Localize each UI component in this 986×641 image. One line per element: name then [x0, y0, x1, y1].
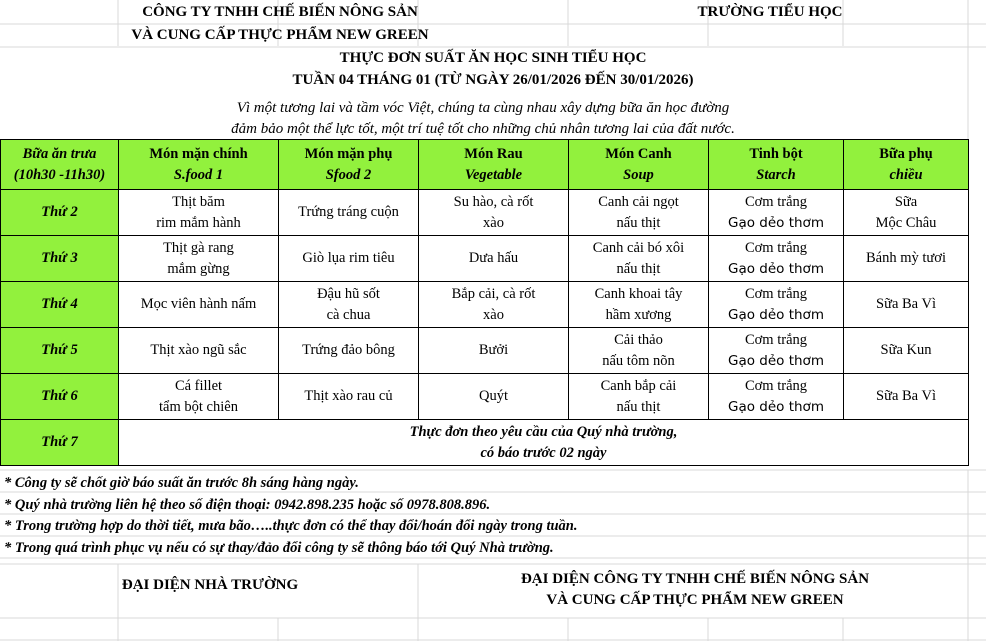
table-row [1, 236, 969, 282]
school-name: TRƯỜNG TIỂU HỌC [697, 4, 843, 20]
notes-list [4, 473, 964, 559]
side-dish-cell: Đậu hũ sốt cà chua [279, 282, 419, 328]
table-row [1, 282, 969, 328]
column-header-vegetable: Món Rau Vegetable [419, 140, 569, 190]
column-header-main-dish: Món mặn chính S.food 1 [119, 140, 279, 190]
note-item: * Quý nhà trường liên hệ theo số điện thoại: 0942.898.235 hoặc số 0978.808.896. [4, 496, 491, 513]
starch-cell: Cơm trắng Gạo dẻo thơm [709, 328, 844, 374]
snack-cell: Bánh mỳ tươi [844, 236, 969, 282]
table-row [1, 328, 969, 374]
company-representative-line2: VÀ CUNG CẤP THỰC PHẨM NEW GREEN [546, 592, 844, 608]
main-dish-cell: Thịt xào ngũ sắc [119, 328, 279, 374]
menu-title: THỰC ĐƠN SUẤT ĂN HỌC SINH TIỂU HỌC [339, 50, 647, 66]
saturday-note: Thực đơn theo yêu cầu của Quý nhà trường, có báo trước 02 ngày [119, 420, 969, 466]
vegetable-cell: Dưa hấu [419, 236, 569, 282]
starch-cell: Cơm trắng Gạo dẻo thơm [709, 282, 844, 328]
starch-cell: Cơm trắng Gạo dẻo thơm [709, 236, 844, 282]
main-dish-cell: Cá fillet tẩm bột chiên [119, 374, 279, 420]
vegetable-cell: Bắp cải, cà rốt xào [419, 282, 569, 328]
slogan-line2: đảm bảo một thể lực tốt, một trí tuệ tốt cho những chủ nhân tương lai của đất nước. [231, 121, 735, 137]
weekly-menu-table [0, 139, 969, 466]
column-header-meal: Bữa ăn trưa (10h30 -11h30) [1, 140, 119, 190]
soup-cell: Canh cải ngọt nấu thịt [569, 190, 709, 236]
vegetable-cell: Su hào, cà rốt xào [419, 190, 569, 236]
note-item: * Trong quá trình phục vụ nếu có sự thay/đảo đổi công ty sẽ thông báo tới Quý Nhà trường. [4, 539, 554, 556]
column-header-soup: Món Canh Soup [569, 140, 709, 190]
day-cell: Thứ 6 [1, 374, 119, 420]
column-header-starch: Tinh bột Starch [709, 140, 844, 190]
snack-cell: Sữa Kun [844, 328, 969, 374]
day-cell: Thứ 4 [1, 282, 119, 328]
day-cell: Thứ 3 [1, 236, 119, 282]
company-representative [460, 569, 930, 611]
side-dish-cell: Giò lụa rim tiêu [279, 236, 419, 282]
table-header-row [1, 140, 969, 190]
note-item: * Trong trường hợp do thời tiết, mưa bão…..thực đơn có thể thay đổi/hoán đổi ngày trong tuần. [4, 518, 578, 534]
side-dish-cell: Thịt xào rau củ [279, 374, 419, 420]
soup-cell: Canh cải bó xôi nấu thịt [569, 236, 709, 282]
note-item: * Công ty sẽ chốt giờ báo suất ăn trước 8h sáng hàng ngày. [4, 475, 359, 491]
table-row [1, 190, 969, 236]
vegetable-cell: Bưởi [419, 328, 569, 374]
column-header-side-dish: Món mặn phụ Sfood 2 [279, 140, 419, 190]
main-dish-cell: Thịt gà rang mắm gừng [119, 236, 279, 282]
soup-cell: Cải thảo nấu tôm nõn [569, 328, 709, 374]
day-cell: Thứ 7 [1, 420, 119, 466]
soup-cell: Canh bắp cải nấu thịt [569, 374, 709, 420]
day-cell: Thứ 5 [1, 328, 119, 374]
school-representative: ĐẠI DIỆN NHÀ TRƯỜNG [121, 577, 299, 593]
side-dish-cell: Trứng tráng cuộn [279, 190, 419, 236]
day-cell: Thứ 2 [1, 190, 119, 236]
main-dish-cell: Thịt băm rim mắm hành [119, 190, 279, 236]
vegetable-cell: Quýt [419, 374, 569, 420]
side-dish-cell: Trứng đảo bông [279, 328, 419, 374]
starch-cell: Cơm trắng Gạo dẻo thơm [709, 374, 844, 420]
snack-cell: Sữa Ba Vì [844, 374, 969, 420]
main-dish-cell: Mọc viên hành nấm [119, 282, 279, 328]
soup-cell: Canh khoai tây hầm xương [569, 282, 709, 328]
starch-cell: Cơm trắng Gạo dẻo thơm [709, 190, 844, 236]
table-row [1, 374, 969, 420]
company-name-line1: CÔNG TY TNHH CHẾ BIẾN NÔNG SẢN [142, 4, 418, 20]
snack-cell: Sữa Mộc Châu [844, 190, 969, 236]
column-header-snack: Bữa phụ chiều [844, 140, 969, 190]
snack-cell: Sữa Ba Vì [844, 282, 969, 328]
company-name-line2: VÀ CUNG CẤP THỰC PHẨM NEW GREEN [131, 27, 429, 43]
company-representative-line1: ĐẠI DIỆN CÔNG TY TNHH CHẾ BIẾN NÔNG SẢN [520, 571, 870, 587]
table-row [1, 420, 969, 466]
slogan-line1: Vì một tương lai và tầm vóc Việt, chúng ta cùng nhau xây dựng bữa ăn học đường [236, 100, 730, 116]
menu-week-range: TUẦN 04 THÁNG 01 (TỪ NGÀY 26/01/2026 ĐẾN 30/01/2026) [292, 72, 694, 88]
